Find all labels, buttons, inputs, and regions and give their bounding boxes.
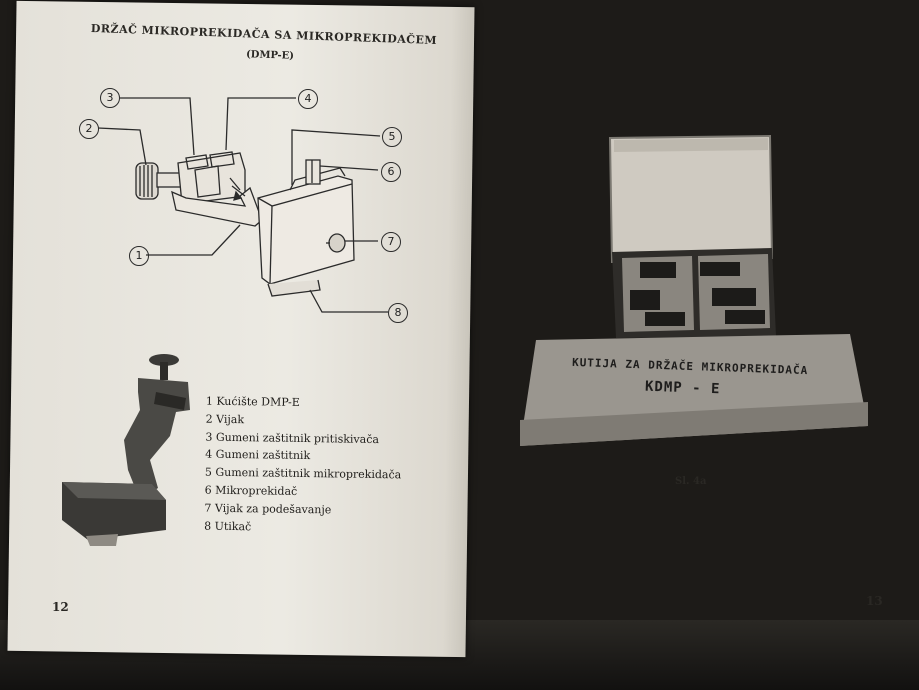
microswitch (306, 160, 320, 184)
page-number-right: 13 (866, 594, 883, 608)
callout-5: 5 (382, 127, 402, 147)
legend-item: 8 Utikač (204, 519, 252, 533)
legend-item: 5 Gumeni zaštitnik mikroprekidača (204, 465, 402, 482)
callout-7: 7 (381, 232, 401, 252)
legend-item: 7 Vijak za podešavanje (204, 501, 332, 517)
figure-caption: Sl. 4a (675, 476, 707, 487)
page-subtitle: (DMP-E) (245, 49, 295, 62)
callout-4: 4 (298, 89, 318, 109)
box-label-line2: KDMP - E (644, 378, 721, 398)
legend-item: 2 Vijak (205, 412, 245, 426)
box-photo (520, 136, 868, 446)
holder-line-drawing (98, 98, 388, 312)
screw-thread (157, 173, 181, 187)
adjusting-screw (329, 234, 345, 252)
callout-1: 1 (129, 246, 149, 266)
callout-6: 6 (381, 162, 401, 182)
holder-photo (62, 354, 190, 546)
box-label-line1: KUTIJA ZA DRŽAČE MIKROPREKIDAČA (571, 355, 809, 378)
knurled-knob (136, 163, 158, 199)
legend-item: 3 Gumeni zaštitnik pritiskivača (205, 430, 380, 446)
page-number-left: 12 (52, 600, 69, 614)
callout-3: 3 (100, 88, 120, 108)
callout-2: 2 (79, 119, 99, 139)
callout-8: 8 (388, 303, 408, 323)
legend-item: 4 Gumeni zaštitnik (205, 448, 311, 463)
legend-item: 1 Kućište DMP-E (205, 394, 300, 409)
legend-item: 6 Mikroprekidač (204, 483, 298, 498)
parts-legend (204, 393, 402, 538)
page-title: DRŽAČ MIKROPREKIDAČA SA MIKROPREKIDAČEM (90, 21, 438, 48)
